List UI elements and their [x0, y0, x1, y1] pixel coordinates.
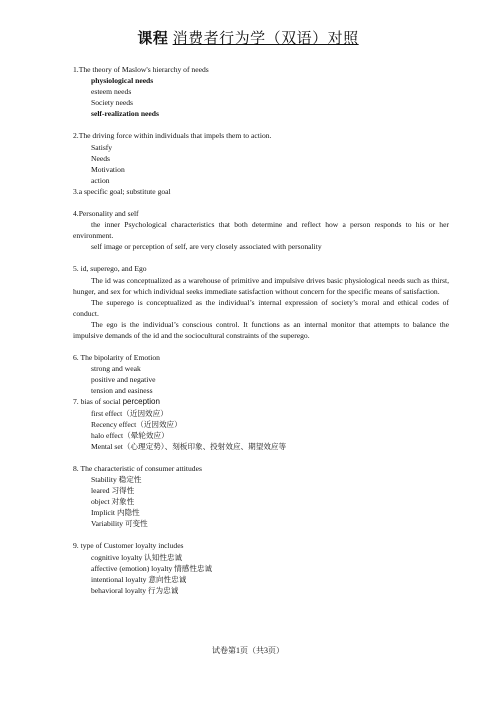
section-7-title-b: perception [122, 397, 160, 407]
list-item: self-realization needs [91, 109, 159, 119]
paragraph: the inner Psychological characteristics that both determine and reflect how a person responds to his or her environment. [73, 220, 449, 241]
section-2-title: 2.The driving force within individuals that impels them to action. [73, 131, 272, 141]
section-9-title: 9. type of Customer loyalty includes [73, 541, 184, 551]
list-item: Motivation [91, 164, 125, 174]
list-item: tension and easiness [91, 386, 153, 396]
list-item: Satisfy [91, 142, 113, 152]
section-8-title: 8. The characteristic of consumer attitudes [73, 463, 202, 473]
list-item: affective (emotion) loyalty 情感性忠诚 [91, 563, 213, 573]
list-item: Implicit 内隐性 [91, 508, 140, 518]
section-1-title: 1.The theory of Maslow's hierarchy of needs [73, 65, 209, 74]
paragraph: self image or perception of self, are very closely associated with personality [91, 242, 322, 252]
paragraph: The id was conceptualized as a warehouse of primitive and impulsive drives basic physiological needs such as thirst, hunger, and sex for which individual seeks immediate satisfaction without concern for the specific means of satisfaction. [73, 275, 449, 296]
list-item: positive and negative [91, 375, 156, 385]
list-item: leared 习得性 [91, 486, 135, 496]
section-3-title: 3.a specific goal; substitute goal [73, 186, 171, 196]
paragraph: The ego is the individual’s conscious control. It functions as an internal monitor that attempts to balance the impulsive demands of the id and the sociocultural constraints of the superego. [73, 319, 449, 340]
list-item: Recency effect（近因效应） [91, 419, 182, 429]
course-name: 消费者行为学（双语）对照 [172, 31, 359, 47]
list-item: physiological needs [91, 76, 154, 86]
document-body [73, 64, 449, 596]
list-item: intentional loyalty 意向性忠诚 [91, 574, 187, 584]
section-6-title: 6. The bipolarity of Emotion [73, 353, 160, 363]
list-item: Needs [91, 153, 110, 163]
list-item: behavioral loyalty 行为忠诚 [91, 585, 179, 595]
section-4-title: 4.Personality and self [73, 209, 139, 219]
list-item: halo effect（晕轮效应） [91, 430, 169, 440]
list-item: strong and weak [91, 364, 141, 374]
section-5-title: 5. id, superego, and Ego [73, 264, 147, 274]
section-7-title [73, 396, 449, 407]
page-title [0, 30, 496, 48]
list-item: cognitive loyalty 认知性忠诚 [91, 552, 183, 562]
list-item: Stability 稳定性 [91, 475, 142, 484]
section-7-title-a: 7. bias of social [73, 397, 123, 407]
list-item: first effect（近因效应） [91, 408, 168, 418]
page-footer: 试卷第1页（共3页） [212, 646, 284, 655]
course-label: 课程 [137, 31, 169, 47]
list-item: action [91, 175, 110, 185]
paragraph: The superego is conceptualized as the individual’s internal expression of society’s moral and ethical codes of conduct. [73, 297, 449, 318]
list-item: esteem needs [91, 87, 132, 97]
list-item: Society needs [91, 98, 133, 108]
list-item: object 对象性 [91, 497, 135, 507]
list-item: Mental set（心理定势）、刻板印象、投射效应、期望效应等 [91, 441, 287, 451]
list-item: Variability 可变性 [91, 519, 148, 529]
